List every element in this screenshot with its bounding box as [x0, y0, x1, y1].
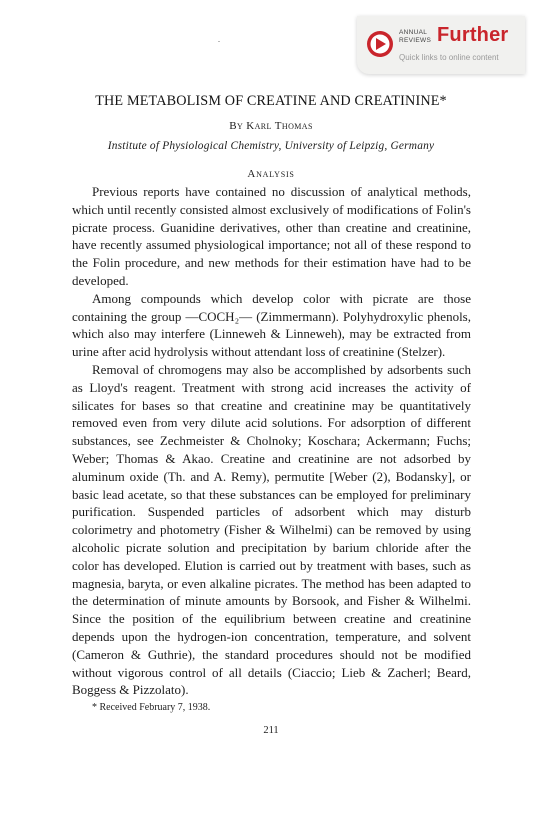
banner-subtitle: Quick links to online content	[399, 53, 499, 62]
scan-speck	[218, 41, 220, 42]
article-body	[72, 183, 471, 699]
author-name: Karl Thomas	[246, 120, 313, 132]
further-links-banner[interactable]	[357, 16, 525, 74]
byline	[0, 120, 542, 132]
section-heading: Analysis	[247, 168, 295, 180]
byline-prefix: By	[229, 120, 244, 132]
affiliation: Institute of Physiological Chemistry, University of Leipzig, Germany	[107, 140, 435, 152]
paragraph: Removal of chromogens may also be accomplished by adsorbents such as Lloyd's reagent. Treatment with strong acid increases the activity of silicates for bases so that creatine and creatinine may be quantitatively removed even from very dilute acid solutions. For adsorption of different substances, see Zechmeister & Cholnoky; Koschara; Ackermann; Fuchs; Weber; Thomas & Akao. Creatine and creatinine are not adsorbed by aluminum oxide (Th. and A. Remy), permutite [Weber (2), Bodansky], or basic lead acetate, so that these substances can be employed for preliminary purification. Suspended particles of adsorbent which may disturb colorimetry and photometry (Fisher & Wilhelmi) can be removed by using alcoholic picrate solution and precipitation by barium chloride after the color has developed. Elution is carried out by treatment with bases, such as magnesia, baryta, or even alkaline picrates. The method has been adapted to the determination of minute amounts by Borsook, and Fisher & Wilhelmi. Since the position of the equilibrium between creatine and creatinine depends upon the hydrogen-ion concentration, temperature, and solvent (Cameron & Guthrie), the standard procedures should not be modified without vigorous control of all details (Ciaccio; Lieb & Zacherl; Beard, Boggess & Pizzolato).	[72, 361, 471, 698]
paragraph: Previous reports have contained no discussion of analytical methods, which until recently consisted almost exclusively of modifications of Folin's picrate process. Guanidine derivatives, other than creatine and creatinine, have recently assumed physiological importance; not all of these respond to the Folin procedure, and new methods for their estimation have had to be developed.	[72, 184, 471, 288]
banner-title: Further	[437, 24, 509, 46]
page-number: 211	[263, 725, 279, 736]
banner-label: ANNUAL REVIEWS	[399, 29, 432, 44]
paragraph: Among compounds which develop color with picrate are those containing the group —COCH₂— (Zimmermann). Polyhydroxylic phenols, which also may interfere (Linneweh & Linneweh), may be extracted from urine after acid hydrolysis without attendant loss of creatinine (Stelzer).	[72, 290, 471, 360]
play-arrow-icon	[366, 30, 394, 58]
article-title: THE METABOLISM OF CREATINE AND CREATININE*	[95, 93, 447, 109]
footnote: * Received February 7, 1938.	[92, 702, 211, 713]
